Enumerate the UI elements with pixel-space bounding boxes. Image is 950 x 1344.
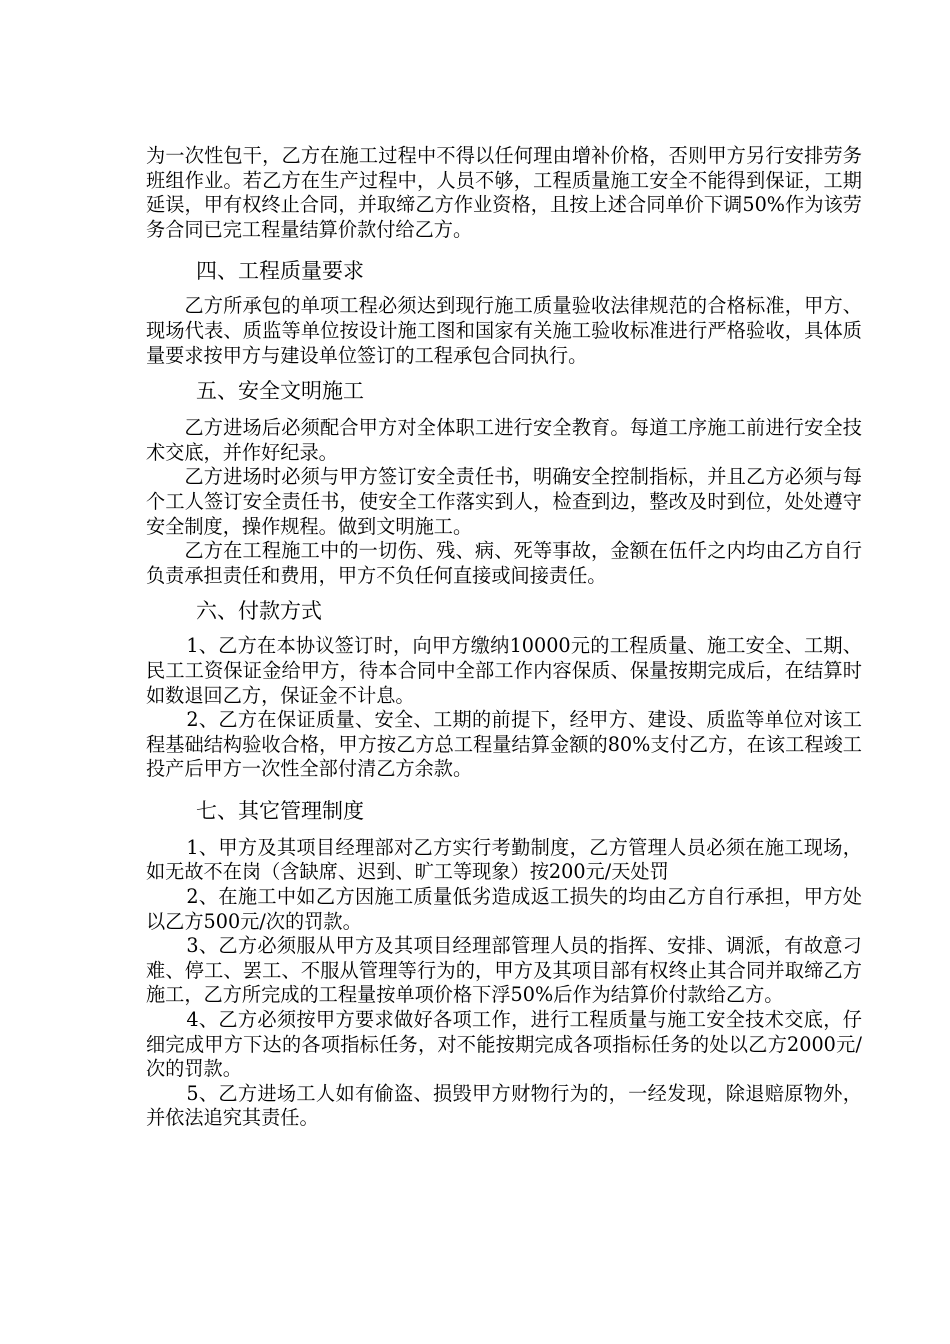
section-7-paragraph-2: 2、在施工中如乙方因施工质量低劣造成返工损失的均由乙方自行承担，甲方处以乙方500元/次的罚款。 (146, 885, 862, 933)
section-5-paragraph-3: 乙方在工程施工中的一切伤、残、病、死等事故，金额在伍仟之内均由乙方自行负责承担责任和费用，甲方不负任何直接或间接责任。 (146, 539, 862, 587)
section-7-paragraph-3: 3、乙方必须服从甲方及其项目经理部管理人员的指挥、安排、调派，有故意刁难、停工、罢工、不服从管理等行为的，甲方及其项目部有权终止其合同并取缔乙方施工，乙方所完成的工程量按单项价格下浮50%后作为结算价付款给乙方。 (146, 934, 862, 1007)
section-5-heading: 五、安全文明施工 (196, 379, 364, 404)
section-7-paragraph-5: 5、乙方进场工人如有偷盗、损毁甲方财物行为的，一经发现，除退赔原物外，并依法追究其责任。 (146, 1081, 862, 1130)
section-7-paragraph-1: 1、甲方及其项目经理部对乙方实行考勤制度，乙方管理人员必须在施工现场，如无故不在岗（含缺席、迟到、旷工等现象）按200元/天处罚 (146, 835, 862, 884)
section-4-heading: 四、工程质量要求 (196, 259, 364, 284)
section-6-heading: 六、付款方式 (196, 599, 322, 624)
intro-paragraph: 为一次性包干，乙方在施工过程中不得以任何理由增补价格，否则甲方另行安排劳务班组作业。若乙方在生产过程中，人员不够，工程质量施工安全不能得到保证，工期延误，甲有权终止合同，并取缔乙方作业资格，且按上述合同单价下调50%作为该劳务合同已完工程量结算价款付给乙方。 (146, 144, 862, 241)
section-5-paragraph-2: 乙方进场时必须与甲方签订安全责任书，明确安全控制指标，并且乙方必须与每个工人签订安全责任书，使安全工作落实到人，检查到边，整改及时到位，处处遵守安全制度，操作规程。做到文明施工。 (146, 465, 862, 538)
section-5-paragraph-1: 乙方进场后必须配合甲方对全体职工进行安全教育。每道工序施工前进行安全技术交底，并作好纪录。 (146, 416, 862, 464)
document-page (146, 144, 862, 1131)
section-4-paragraph-1: 乙方所承包的单项工程必须达到现行施工质量验收法律规范的合格标准，甲方、现场代表、质监等单位按设计施工图和国家有关施工验收标准进行严格验收，具体质量要求按甲方与建设单位签订的工程承包合同执行。 (146, 294, 862, 367)
section-7-paragraph-4: 4、乙方必须按甲方要求做好各项工作，进行工程质量与施工安全技术交底，仔细完成甲方下达的各项指标任务，对不能按期完成各项指标任务的处以乙方2000元/次的罚款。 (146, 1008, 862, 1081)
section-7-heading: 七、其它管理制度 (196, 798, 364, 823)
section-6-paragraph-1: 1、乙方在本协议签订时，向甲方缴纳10000元的工程质量、施工安全、工期、民工工资保证金给甲方，待本合同中全部工作内容保质、保量按期完成后，在结算时如数退回乙方，保证金不计息。 (146, 634, 862, 707)
section-6-paragraph-2: 2、乙方在保证质量、安全、工期的前提下，经甲方、建设、质监等单位对该工程基础结构验收合格，甲方按乙方总工程量结算金额的80%支付乙方，在该工程竣工投产后甲方一次性全部付清乙方余款。 (146, 708, 862, 781)
